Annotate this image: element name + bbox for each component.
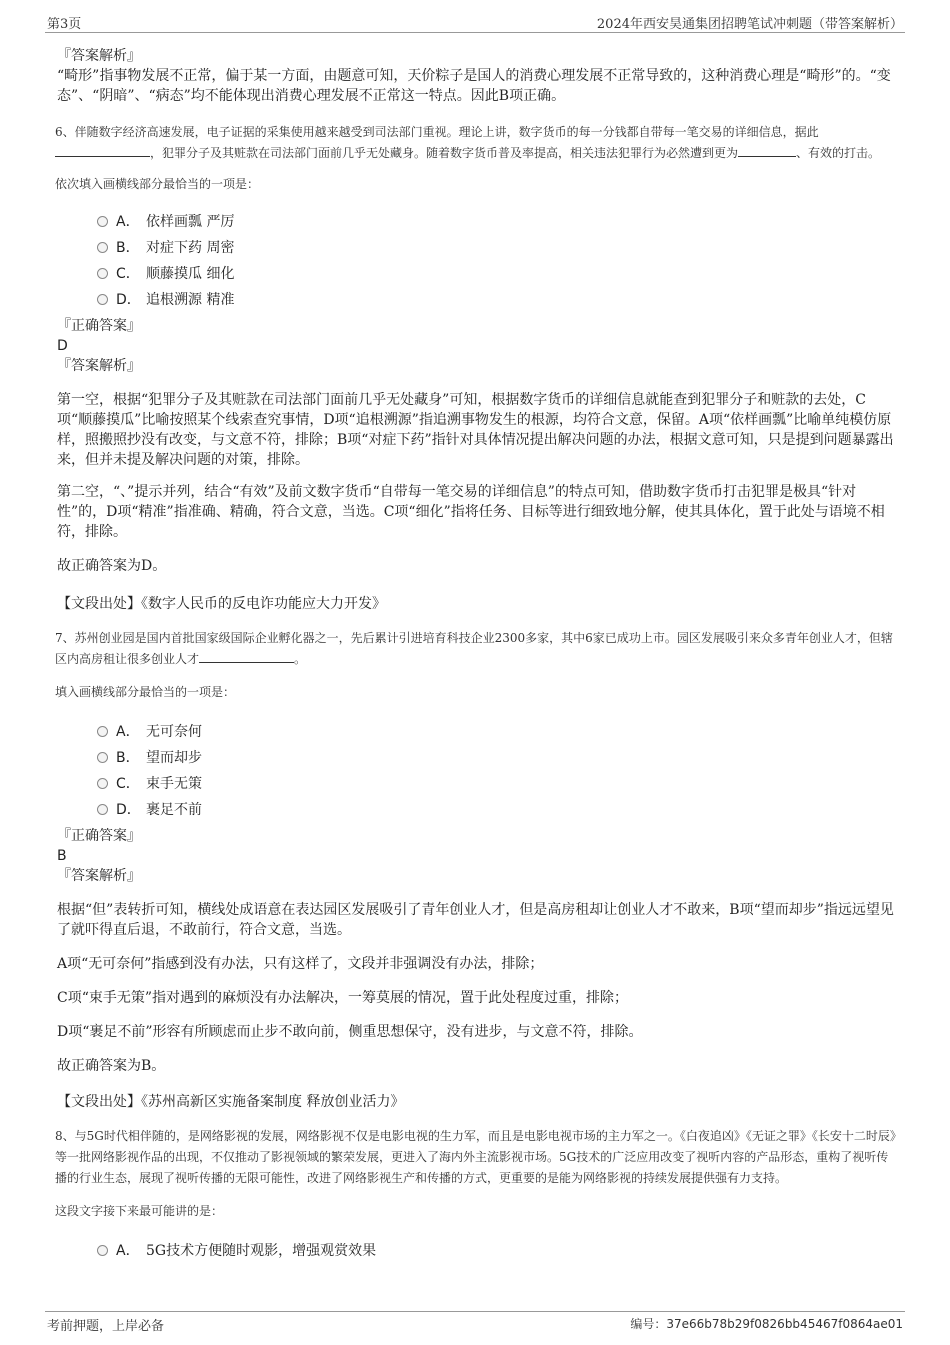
radio-icon[interactable] [97,294,108,305]
question-stem: 7、苏州创业园是国内首批国家级国际企业孵化器之一，先后累计引进培育科技企业2300多家，其中6家已成功上市。园区发展吸引来众多青年创业人才，但辖区内高房租让很多创业人才 。 [55,631,893,666]
blank-line [738,144,796,157]
document-title: 2024年西安昊通集团招聘笔试冲刺题（带答案解析） [596,17,903,32]
question-8 [55,1126,900,1263]
source-citation: 【文段出处】《数字人民币的反电诈功能应大力开发》 [57,596,386,612]
question-prompt: 填入画横线部分最恰当的一项是： [55,685,236,699]
analysis-label: 『答案解析』 [57,358,141,374]
radio-icon[interactable] [97,752,108,763]
correct-answer: D [57,338,68,354]
radio-icon[interactable] [97,804,108,815]
radio-icon[interactable] [97,778,108,789]
page-footer [45,1311,905,1332]
source-citation: 【文段出处】《苏州高新区实施备案制度 释放创业活力》 [57,1094,405,1110]
option-d[interactable]: D． 裹足不前 [97,796,900,822]
radio-icon[interactable] [97,1245,108,1256]
analysis-text: “畸形”指事物发展不正常，偏于某一方面，由题意可知，天价粽子是国人的消费心理发展不正常导致的，这种消费心理是“畸形”的。“变态”、“阴暗”、“病态”均不能体现出消费心理发展不正常这一特点。因此B项正确。 [57,68,891,104]
options-list [55,718,900,822]
question-stem: 6、伴随数字经济高速发展，电子证据的采集使用越来越受到司法部门重视。理论上讲，数字货币的每一分钱都自带每一笔交易的详细信息，据此，犯罪分子及其赃款在司法部门面前几乎无处藏身。随着数字货币普及率提高，相关违法犯罪行为必然遭到更为 、有效的打击。 [55,125,881,160]
question-prompt: 依次填入画横线部分最恰当的一项是： [55,177,260,191]
document-id: 编号：37e66b78b29f0826bb45467f0864ae01 [630,1317,903,1331]
question-7 [55,628,900,1112]
document-body [55,46,900,1263]
correct-answer-label: 『正确答案』 [57,318,141,334]
analysis-paragraph: 根据“但”表转折可知，横线处成语意在表达园区发展吸引了青年创业人才，但是高房租却让创业人才不敢来，B项“望而却步”指远远望见了就吓得直后退，不敢前行，符合文意，当选。 [57,902,894,938]
analysis-label: 『答案解析』 [57,48,141,64]
analysis-paragraph: 第二空，“、”提示并列，结合“有效”及前文数字货币“自带每一笔交易的详细信息”的特点可知，借助数字货币打击犯罪是极具“针对性”的，D项“精准”指准确、精确，符合文意，当选。C项“细化”指将任务、目标等进行细致地分解，使其具体化，置于此处与语境不相符，排除。 [57,484,885,540]
options-list [55,208,900,312]
option-c[interactable]: C． 束手无策 [97,770,900,796]
radio-icon[interactable] [97,216,108,227]
correct-answer-label: 『正确答案』 [57,828,141,844]
question-stem: 8、与5G时代相伴随的，是网络影视的发展，网络影视不仅是电影电视的生力军，而且是电影电视市场的主力军之一。《白夜追凶》《无证之罪》《长安十二时辰》等一批网络影视作品的出现，不仅推动了影视领域的繁荣发展，更进入了海内外主流影视市场。5G技术的广泛应用改变了视听内容的产品形态，重构了视听传播的行业生态，展现了视听传播的无限可能性，改进了网络影视生产和传播的方式，更重要的是能为网络影视的持续发展提供强有力支持。 [55,1129,896,1185]
option-b[interactable]: B． 望而却步 [97,744,900,770]
analysis-paragraph: D项“裹足不前”形容有所顾虑而止步不敢向前，侧重思想保守，没有进步，与文意不符，排除。 [57,1024,643,1040]
q5-analysis-block [55,46,900,106]
blank-line [199,650,294,663]
correct-answer: B [57,848,67,864]
option-a[interactable]: A． 依样画瓢 严厉 [97,208,900,234]
analysis-conclusion: 故正确答案为B。 [57,1058,166,1074]
option-a[interactable]: A． 无可奈何 [97,718,900,744]
page-number: 第3页 [47,17,82,32]
option-b[interactable]: B． 对症下药 周密 [97,234,900,260]
footer-slogan: 考前押题，上岸必备 [47,1319,165,1334]
analysis-paragraph: 第一空，根据“犯罪分子及其赃款在司法部门面前几乎无处藏身”可知，根据数字货币的详细信息就能查到犯罪分子和赃款的去处，C项“顺藤摸瓜”比喻按照某个线索查究事情，D项“追根溯源”指追溯事物发生的根源，均符合文意，保留。A项“依样画瓢”比喻单纯模仿原样，照搬照抄没有改变，与文意不符，排除；B项“对症下药”指针对具体情况提出解决问题的办法，根据文意可知，只是提到问题暴露出来，但并未提及解决问题的对策，排除。 [57,392,894,468]
radio-icon[interactable] [97,242,108,253]
analysis-conclusion: 故正确答案为D。 [57,558,167,574]
option-c[interactable]: C． 顺藤摸瓜 细化 [97,260,900,286]
radio-icon[interactable] [97,268,108,279]
option-d[interactable]: D． 追根溯源 精准 [97,286,900,312]
analysis-label: 『答案解析』 [57,868,141,884]
option-a[interactable]: A． 5G技术方便随时观影，增强观赏效果 [97,1237,900,1263]
blank-line [55,144,150,157]
radio-icon[interactable] [97,726,108,737]
options-list [55,1237,900,1263]
question-prompt: 这段文字接下来最可能讲的是： [55,1204,224,1218]
page-header [45,12,905,33]
analysis-paragraph: A项“无可奈何”指感到没有办法，只有这样了，文段并非强调没有办法，排除； [57,956,544,972]
question-6 [55,122,900,614]
analysis-paragraph: C项“束手无策”指对遇到的麻烦没有办法解决，一筹莫展的情况，置于此处程度过重，排除； [57,990,629,1006]
